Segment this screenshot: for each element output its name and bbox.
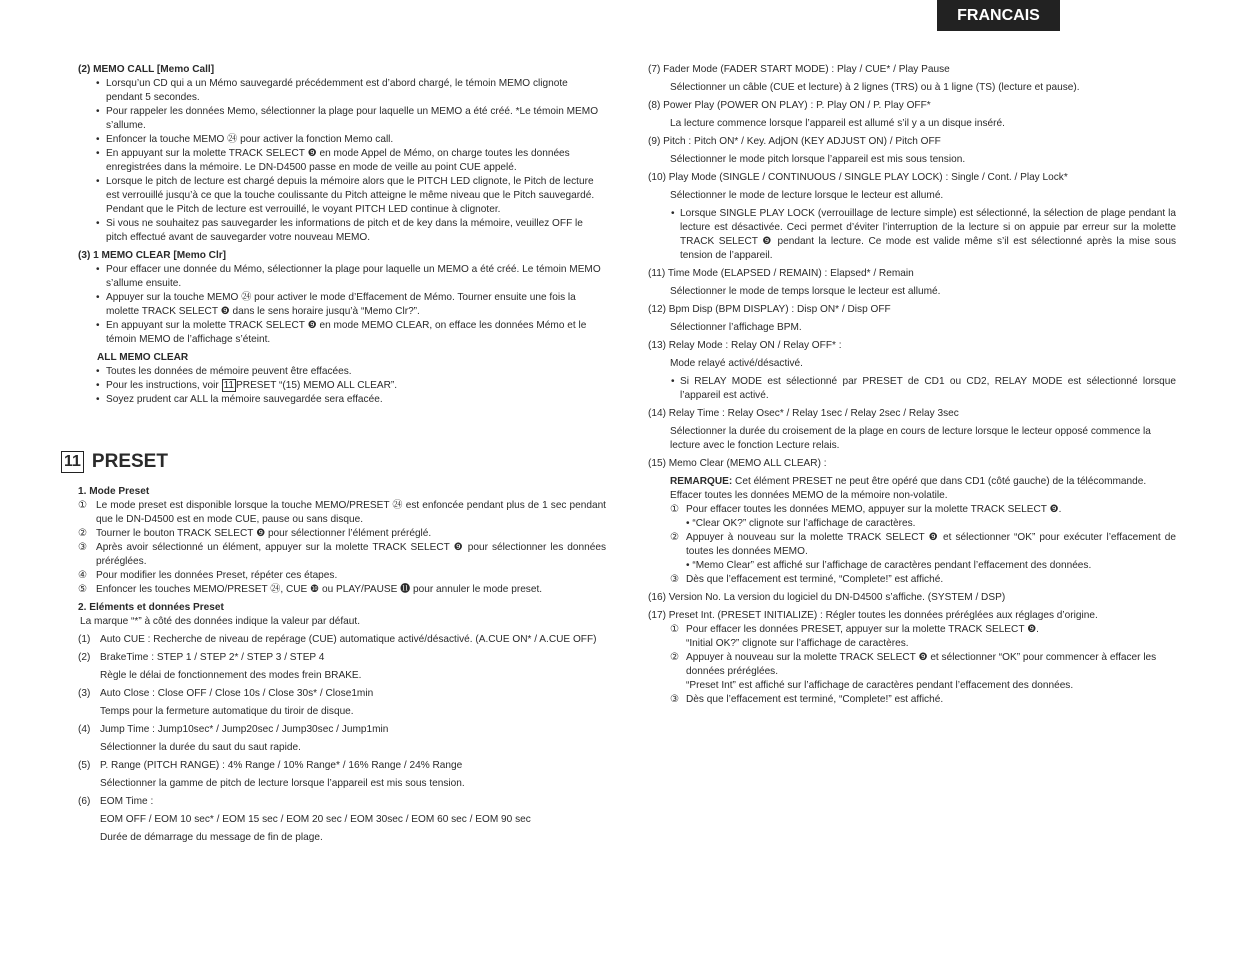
left-column: [78, 63, 606, 407]
mode-preset-heading: 1. Mode Preset: [78, 486, 150, 497]
memo-clear-step-note: • “Clear OK?” clignote sur l’affichage de caractères.: [686, 518, 916, 529]
preset-option: (1) Auto CUE : Recherche de niveau de repérage (CUE) automatique activé/désactivé. (A.CUE ON* / A.CUE OFF): [78, 634, 597, 645]
preset-item-desc: Sélectionner le mode de temps lorsque le lecteur est allumé.: [670, 286, 941, 297]
preset-item-desc: Sélectionner l’affichage BPM.: [670, 322, 802, 333]
memo-call-bullet: • Si vous ne souhaitez pas sauvegarder les informations de pitch et de key dans la mémoire, veuillez OFF le pitch effectué avant de sauvegarder votre nouveau MEMO.: [78, 217, 606, 245]
preset-item-desc: La lecture commence lorsque l’appareil est allumé s’il y a un disque inséré.: [670, 118, 1005, 129]
remark: [648, 475, 1176, 503]
mode-preset-step: ① Le mode preset est disponible lorsque la touche MEMO/PRESET ㉔ est enfoncée pendant plus de 1 sec pendant que le DN-D4500 est en mode CUE, pause ou sans disque.: [78, 500, 606, 525]
remark-text: Cet élément PRESET ne peut être opéré que dans CD1 (côté gauche) de la télécommande. Effacer toutes les données MEMO de la mémoire non-volatile.: [670, 476, 1147, 501]
preset-option: (4) Jump Time : Jump10sec* / Jump20sec / Jump30sec / Jump1min: [78, 724, 389, 735]
preset-item-desc: Mode relayé activé/désactivé.: [670, 358, 803, 369]
preset-item-13: (13) Relay Mode : Relay ON / Relay OFF* :: [648, 340, 842, 351]
memo-call-heading: (2) MEMO CALL [Memo Call]: [78, 64, 215, 75]
all-memo-clear-bullet: [78, 379, 606, 393]
preset-option: (2) BrakeTime : STEP 1 / STEP 2* / STEP 3 / STEP 4: [78, 652, 325, 663]
all-memo-clear-bullet: • Toutes les données de mémoire peuvent être effacées.: [78, 365, 606, 379]
right-column: [648, 63, 1176, 707]
preset-item-7: (7) Fader Mode (FADER START MODE) : Play / CUE* / Play Pause: [648, 64, 950, 75]
preset-init-step: ① Pour effacer les données PRESET, appuyer sur la molette TRACK SELECT ❾.: [670, 624, 1039, 635]
preset-init-step-note: “Preset Int” est affiché sur l’affichage de caractères pendant l’effacement des données.: [686, 680, 1074, 691]
preset-item-desc: Sélectionner le mode pitch lorsque l’appareil est mis sous tension.: [670, 154, 966, 165]
preset-section-heading: [61, 451, 168, 473]
preset-option-desc: Temps pour la fermeture automatique du tiroir de disque.: [100, 706, 354, 717]
memo-call-bullet: • Enfoncer la touche MEMO ㉔ pour activer la fonction Memo call.: [78, 133, 606, 147]
mode-preset-step: ② Tourner le bouton TRACK SELECT ❾ pour sélectionner l’élément préréglé.: [78, 528, 432, 539]
memo-call-bullet: • Pour rappeler les données Memo, sélectionner la plage pour laquelle un MEMO a été créé. *Le témoin MEMO s’allume.: [78, 105, 606, 133]
memo-clear-step: ③ Dès que l’effacement est terminé, “Complete!” est affiché.: [670, 574, 944, 585]
preset-init-step-note: “Initial OK?” clignote sur l’affichage de caractères.: [686, 638, 909, 649]
preset-option-desc: Sélectionner la gamme de pitch de lecture lorsque l’appareil est mis sous tension.: [100, 778, 465, 789]
preset-item-16: (16) Version No. La version du logiciel du DN-D4500 s’affiche. (SYSTEM / DSP): [648, 592, 1006, 603]
preset-item-bullet: • Si RELAY MODE est sélectionné par PRESET de CD1 ou CD2, RELAY MODE est sélectionné lorsque l’appareil est activé.: [648, 375, 1176, 403]
section-title: PRESET: [91, 451, 168, 472]
mode-preset-step: ⑤ Enfoncer les touches MEMO/PRESET ㉔, CUE ❿ ou PLAY/PAUSE ⓫ pour annuler le mode preset.: [78, 584, 543, 595]
preset-item-10: (10) Play Mode (SINGLE / CONTINUOUS / SINGLE PLAY LOCK) : Single / Cont. / Play Lock*: [648, 172, 1068, 183]
preset-item-12: (12) Bpm Disp (BPM DISPLAY) : Disp ON* / Disp OFF: [648, 304, 891, 315]
preset-option-desc: Règle le délai de fonctionnement des modes frein BRAKE.: [100, 670, 362, 681]
preset-item-desc: Sélectionner la durée du croisement de la plage en cours de lecture lorsque le lecteur opposé commence la lecture avec le fonction Lecture relais.: [670, 426, 1151, 451]
all-memo-clear-text: PRESET “(15) MEMO ALL CLEAR”.: [236, 380, 398, 391]
preset-item-15: (15) Memo Clear (MEMO ALL CLEAR) :: [648, 458, 827, 469]
preset-init-step: ③ Dès que l’effacement est terminé, “Complete!” est affiché.: [670, 694, 944, 705]
preset-option-desc: EOM OFF / EOM 10 sec* / EOM 15 sec / EOM 20 sec / EOM 30sec / EOM 60 sec / EOM 90 sec: [100, 814, 531, 825]
mode-preset-step: ③ Après avoir sélectionné un élément, appuyer sur la molette TRACK SELECT ❾ pour sélectionner les données préréglées.: [78, 542, 606, 567]
preset-item-desc: Sélectionner un câble (CUE et lecture) à 2 lignes (TRS) ou à 1 ligne (TS) (lecture et pause).: [670, 82, 1080, 93]
preset-option-desc: Durée de démarrage du message de fin de plage.: [100, 832, 323, 843]
memo-clear-step: ① Pour effacer toutes les données MEMO, appuyer sur la molette TRACK SELECT ❾.: [670, 504, 1062, 515]
mode-preset-steps: [78, 499, 606, 597]
memo-call-bullet: • Lorsqu’un CD qui a un Mémo sauvegardé précédemment est d’abord chargé, le témoin MEMO clignote pendant 5 secondes.: [78, 77, 606, 105]
preset-option: (3) Auto Close : Close OFF / Close 10s / Close 30s* / Close1min: [78, 688, 374, 699]
mode-preset-step: ④ Pour modifier les données Preset, répéter ces étapes.: [78, 570, 338, 581]
all-memo-clear-text: Pour les instructions, voir: [106, 380, 222, 391]
preset-item-17: (17) Preset Int. (PRESET INITIALIZE) : Régler toutes les données préréglées aux réglages d’origine.: [648, 610, 1098, 621]
preset-option: (5) P. Range (PITCH RANGE) : 4% Range / 10% Range* / 16% Range / 24% Range: [78, 760, 463, 771]
preset-item-11: (11) Time Mode (ELAPSED / REMAIN) : Elapsed* / Remain: [648, 268, 914, 279]
section-ref-box: 11: [223, 380, 235, 391]
preset-option-desc: Sélectionner la durée du saut du saut rapide.: [100, 742, 301, 753]
memo-clear-bullet: • Pour effacer une donnée du Mémo, sélectionner la plage pour laquelle un MEMO a été créé. Le témoin MEMO s’allume ensuite.: [78, 263, 606, 291]
preset-init-step: ② Appuyer à nouveau sur la molette TRACK SELECT ❾ et sélectionner “OK” pour commencer à effacer les données préréglées.: [670, 652, 1157, 677]
memo-clear-step-note: • “Memo Clear” est affiché sur l’affichage de caractères pendant l’effacement des données.: [686, 560, 1092, 571]
memo-clear-bullet: • Appuyer sur la touche MEMO ㉔ pour activer le mode d’Effacement de Mémo. Tourner ensuite une fois la molette TRACK SELECT ❾ dans le sens horaire jusqu’à “Memo Clr?”.: [78, 291, 606, 319]
elements-note: La marque “*” à côté des données indique la valeur par défaut.: [80, 616, 361, 627]
preset-option: (6) EOM Time :: [78, 796, 154, 807]
all-memo-clear-heading: ALL MEMO CLEAR: [97, 352, 189, 363]
language-tab: FRANCAIS: [937, 0, 1060, 31]
preset-item-desc: Sélectionner le mode de lecture lorsque le lecteur est allumé.: [670, 190, 944, 201]
elements-heading: 2. Eléments et données Preset: [78, 602, 224, 613]
section-number: 11: [61, 451, 84, 473]
preset-body: [78, 485, 606, 845]
memo-clear-step: ② Appuyer à nouveau sur la molette TRACK SELECT ❾ et sélectionner “OK” pour exécuter l’effacement de toutes les données MEMO.: [670, 532, 1176, 557]
memo-clear-heading: (3) 1 MEMO CLEAR [Memo Clr]: [78, 250, 227, 261]
preset-item-9: (9) Pitch : Pitch ON* / Key. AdjON (KEY ADJUST ON) / Pitch OFF: [648, 136, 941, 147]
memo-call-bullet: • En appuyant sur la molette TRACK SELECT ❾ en mode Appel de Mémo, on charge toutes les données enregistrées dans la mémoire. Le DN-D4500 passe en mode de veille au point CUE appelé.: [78, 147, 606, 175]
memo-call-bullet: • Lorsque le pitch de lecture est chargé depuis la mémoire alors que le PITCH LED clignote, le Pitch de lecture est verrouillé jusqu’à ce que la touche coulissante du Pitch atteigne le même niveau que le Pitch sauvegardé. Pendant que le Pitch de lecture est verrouillé, le voyant PITCH LED continue à clignoter.: [78, 175, 606, 217]
memo-clear-bullet: • En appuyant sur la molette TRACK SELECT ❾ en mode MEMO CLEAR, on efface les données Mémo et le témoin MEMO de l’affichage s’éteint.: [78, 319, 606, 347]
remark-label: REMARQUE:: [670, 476, 733, 487]
preset-item-bullet: • Lorsque SINGLE PLAY LOCK (verrouillage de lecture simple) est sélectionné, la sélection de plage pendant la lecture est désactivée. Ceci permet d’éviter l’interruption de la lecture si on appuie par erreur sur la molette TRACK SELECT ❾ pendant la lecture. Ce mode est valide même s’il est sélectionné après la mise sous tension de l’appareil.: [648, 207, 1176, 263]
preset-item-8: (8) Power Play (POWER ON PLAY) : P. Play ON / P. Play OFF*: [648, 100, 931, 111]
all-memo-clear-bullet: • Soyez prudent car ALL la mémoire sauvegardée sera effacée.: [78, 393, 606, 407]
preset-item-14: (14) Relay Time : Relay Osec* / Relay 1sec / Relay 2sec / Relay 3sec: [648, 408, 959, 419]
